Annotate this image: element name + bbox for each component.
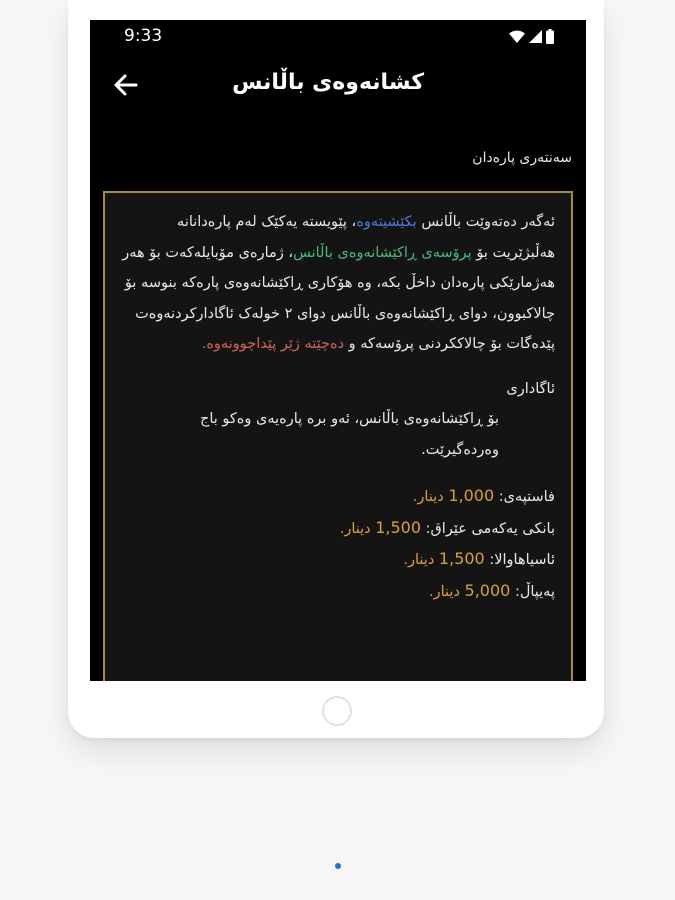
spacer [121,465,555,481]
app-bar [90,60,586,110]
fee-row [121,513,555,545]
home-button[interactable] [322,696,352,726]
fee-unit: دینار. [403,552,435,568]
tablet-frame [68,0,604,738]
fee-unit: دینار. [412,489,444,505]
status-bar [90,20,586,52]
fee-amount: 5,000 [464,580,511,600]
fee-label: فاستپەی: [498,489,555,505]
signal-icon [529,30,542,43]
battery-icon [546,29,554,44]
page-title: کشانەوەی باڵانس [232,70,424,95]
info-card [103,191,573,681]
fee-row [121,481,555,513]
fee-row [121,576,555,608]
intro-paragraph [121,207,555,360]
spacer [121,360,555,374]
arrow-back-icon [112,71,140,99]
wifi-icon [509,30,525,43]
page-indicator-dot[interactable] [335,863,341,869]
intro-text-2: ، پێویستە یەکێک لەم پارەدانانە هەڵبژێریت بۆ [177,214,555,261]
fee-unit: دینار. [429,583,460,600]
fee-amount: 1,000 [448,486,495,505]
notice-heading: ئاگاداری [506,380,555,397]
intro-text-1: ئەگەر دەتەوێت باڵانس [416,214,555,230]
section-label: سەنتەری پارەدان [472,150,572,166]
withdraw-link[interactable]: بکێشیتەوە [356,214,417,230]
card-body [121,207,555,607]
app-screen [90,20,586,681]
process-link[interactable]: پرۆسەی ڕاکێشانەوەی باڵانس [293,244,472,261]
fee-label: بانکی یەکەمی عێراق: [425,520,555,537]
fee-row [121,544,555,576]
back-button[interactable] [112,71,140,99]
review-warning: دەچێتە ژێر پێداچوونەوە. [201,336,345,352]
notice-text: بۆ ڕاکێشانەوەی باڵانس، ئەو برە پارەیەی وەکو باج وەردەگیرێت. [199,411,499,458]
status-time: 9:33 [124,26,163,46]
intro-text-3: ، ژمارەی مۆبایلەکەت بۆ هەر هەژمارێکی پارەدان داخڵ بکە، وە هۆکاری ڕاکێشانەوەی پارەکە بنوسە بۆ چالاکبوون، دوای ڕاکێشانەوەی باڵانس دوای ٢ خولەک ئاگادارکردنەوەت پێدەگات بۆ چالاککردنی پرۆسەکە و [122,244,555,352]
fee-label: ئاسیاهاوالا: [489,552,555,568]
status-icons [509,29,554,43]
fee-unit: دینار. [339,520,371,537]
fee-label: پەیپاڵ: [514,583,555,600]
fee-amount: 1,500 [375,517,422,537]
fee-amount: 1,500 [438,549,485,568]
